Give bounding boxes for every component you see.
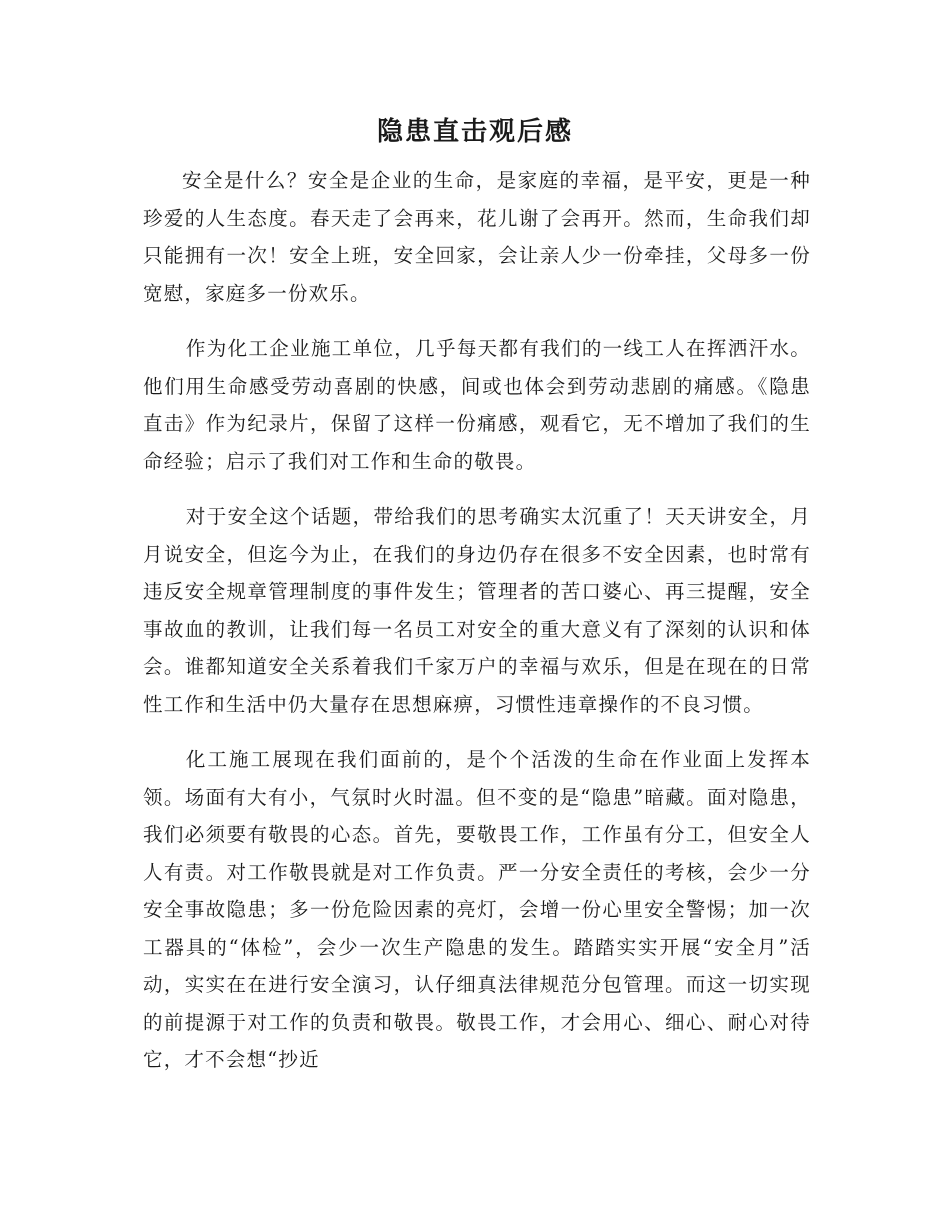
paragraph-1: 安全是什么？安全是企业的生命，是家庭的幸福，是平安，更是一种珍爱的人生态度。春天走了会再来，花儿谢了会再开。然而，生命我们却只能拥有一次！安全上班，安全回家，会让亲人少一份牵挂，父母多一份宽慰，家庭多一份欢乐。 bbox=[143, 169, 811, 305]
paragraph-3: 对于安全这个话题，带给我们的思考确实太沉重了！天天讲安全，月月说安全，但迄今为止，在我们的身边仍存在很多不安全因素，也时常有违反安全规章管理制度的事件发生；管理者的苦口婆心、再三提醒，安全事故血的教训，让我们每一名员工对安全的重大意义有了深刻的认识和体会。谁都知道安全关系着我们千家万户的幸福与欢乐，但是在现在的日常性工作和生活中仍大量存在思想麻痹，习惯性违章操作的不良习惯。 bbox=[143, 505, 811, 716]
document-body bbox=[143, 162, 811, 1097]
document-title: 隐患直击观后感 bbox=[376, 117, 573, 147]
paragraph-4: 化工施工展现在我们面前的，是个个活泼的生命在作业面上发挥本领。场面有大有小，气氛时火时温。但不变的是“隐患”暗藏。面对隐患，我们必须要有敬畏的心态。首先，要敬畏工作，工作虽有分工，但安全人人有责。对工作敬畏就是对工作负责。严一分安全责任的考核，会少一分安全事故隐患；多一份危险因素的亮灯，会增一份心里安全警惕；加一次工器具的“体检”，会少一次生产隐患的发生。踏踏实实开展“安全月”活动，实实在在进行安全演习，认仔细真法律规范分包管理。而这一切实现的前提源于对工作的负责和敬畏。敬畏工作，才会用心、细心、耐心对待它，才不会想“抄近 bbox=[143, 748, 811, 1071]
paragraph-2: 作为化工企业施工单位，几乎每天都有我们的一线工人在挥洒汗水。他们用生命感受劳动喜剧的快感，间或也体会到劳动悲剧的痛感。《隐患直击》作为纪录片，保留了这样一份痛感，观看它，无不增加了我们的生命经验；启示了我们对工作和生命的敬畏。 bbox=[143, 337, 811, 473]
